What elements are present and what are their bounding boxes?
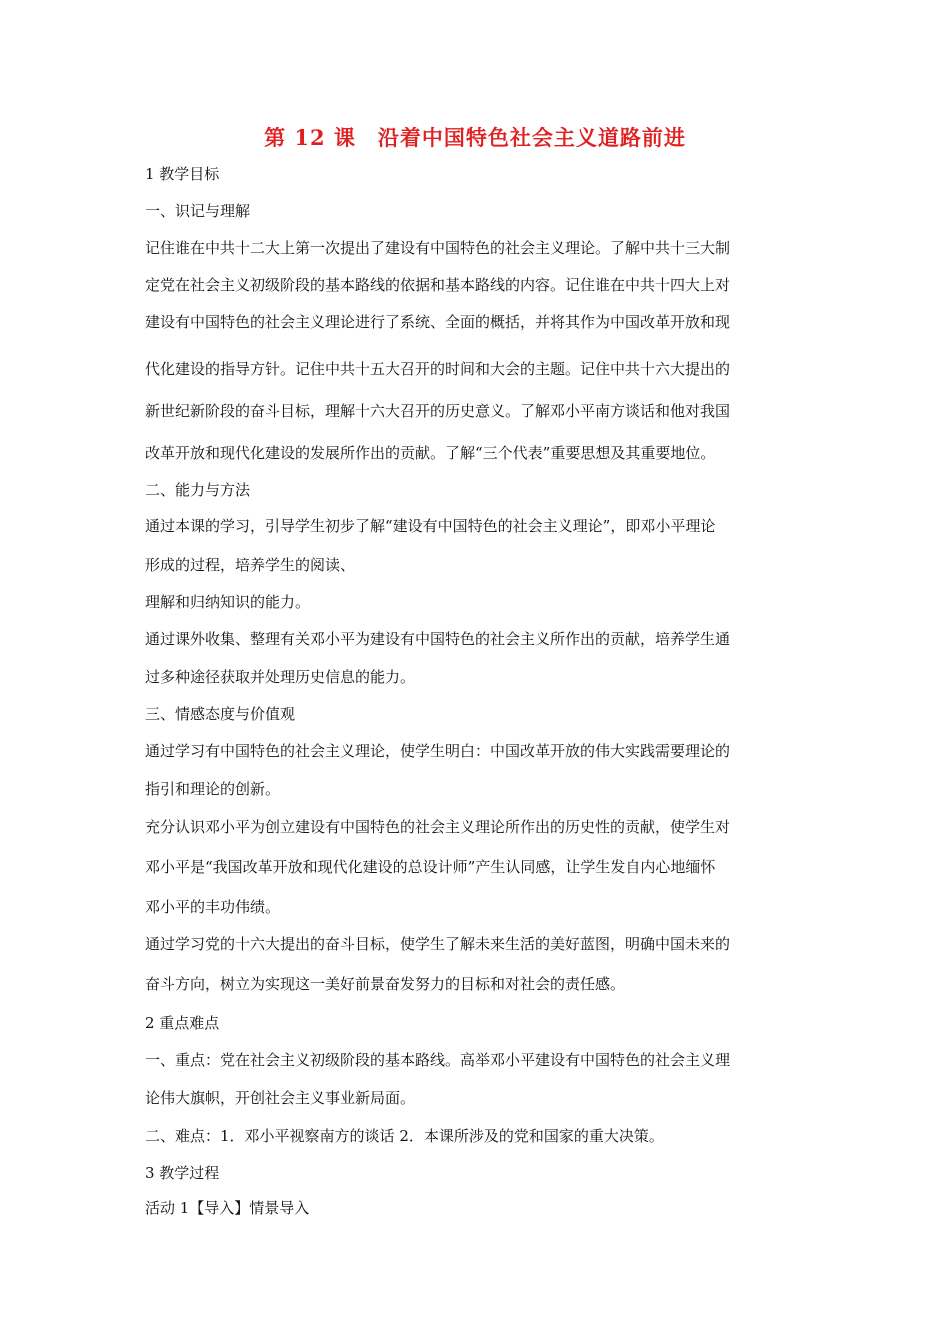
section-heading-key-points: 2 重点难点 [145, 1014, 220, 1032]
subheading-memory: 一、识记与理解 [145, 202, 251, 220]
subheading-values: 三、情感态度与价值观 [145, 705, 296, 723]
paragraph-line: 邓小平是“我国改革开放和现代化建设的总设计师”产生认同感，让学生发自内心地缅怀 [145, 858, 716, 876]
section-heading-objectives: 1 教学目标 [145, 165, 220, 183]
activity-heading: 活动 1【导入】情景导入 [145, 1199, 310, 1217]
paragraph-line: 理解和归纳知识的能力。 [145, 593, 311, 611]
paragraph-line: 邓小平的丰功伟绩。 [145, 898, 281, 916]
paragraph-line: 通过学习有中国特色的社会主义理论，使学生明白：中国改革开放的伟大实践需要理论的 [145, 742, 731, 760]
paragraph-line: 通过学习党的十六大提出的奋斗目标，使学生了解未来生活的美好蓝图，明确中国未来的 [145, 935, 731, 953]
paragraph-line: 二、难点：1．邓小平视察南方的谈话 2．本课所涉及的党和国家的重大决策。 [145, 1127, 664, 1145]
paragraph-line: 定党在社会主义初级阶段的基本路线的依据和基本路线的内容。记住谁在中共十四大上对 [145, 276, 731, 294]
paragraph-line: 代化建设的指导方针。记住中共十五大召开的时间和大会的主题。记住中共十六大提出的 [145, 360, 731, 378]
paragraph-line: 改革开放和现代化建设的发展所作出的贡献。了解“三个代表”重要思想及其重要地位。 [145, 444, 716, 462]
paragraph-line: 奋斗方向，树立为实现这一美好前景奋发努力的目标和对社会的责任感。 [145, 975, 626, 993]
paragraph-line: 一、重点：党在社会主义初级阶段的基本路线。高举邓小平建设有中国特色的社会主义理 [145, 1051, 731, 1069]
paragraph-line: 记住谁在中共十二大上第一次提出了建设有中国特色的社会主义理论。了解中共十三大制 [145, 239, 731, 257]
subheading-ability: 二、能力与方法 [145, 481, 251, 499]
paragraph-line: 论伟大旗帜，开创社会主义事业新局面。 [145, 1089, 416, 1107]
page-title: 第 12 课 沿着中国特色社会主义道路前进 [264, 125, 686, 150]
paragraph-line: 新世纪新阶段的奋斗目标，理解十六大召开的历史意义。了解邓小平南方谈话和他对我国 [145, 402, 731, 420]
paragraph-line: 过多种途径获取并处理历史信息的能力。 [145, 668, 416, 686]
paragraph-line: 建设有中国特色的社会主义理论进行了系统、全面的概括，并将其作为中国改革开放和现 [145, 313, 731, 331]
section-heading-process: 3 教学过程 [145, 1164, 220, 1182]
paragraph-line: 指引和理论的创新。 [145, 780, 281, 798]
paragraph-line: 形成的过程，培养学生的阅读、 [145, 556, 356, 574]
paragraph-line: 通过课外收集、整理有关邓小平为建设有中国特色的社会主义所作出的贡献，培养学生通 [145, 630, 731, 648]
paragraph-line: 通过本课的学习，引导学生初步了解“建设有中国特色的社会主义理论”，即邓小平理论 [145, 517, 716, 535]
paragraph-line: 充分认识邓小平为创立建设有中国特色的社会主义理论所作出的历史性的贡献，使学生对 [145, 818, 731, 836]
